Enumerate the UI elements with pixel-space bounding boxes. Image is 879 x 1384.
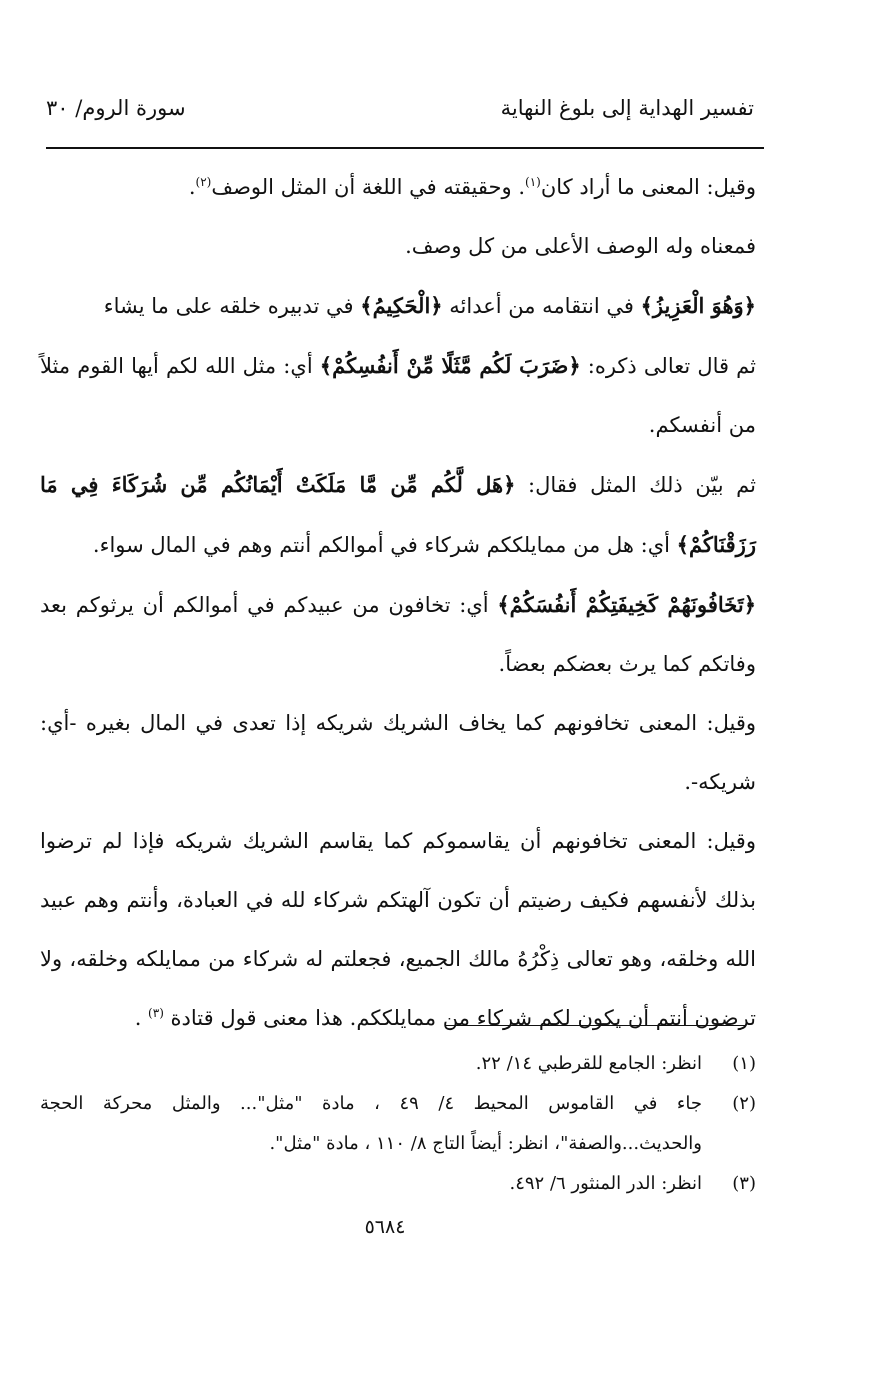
- footnote-separator: [446, 1025, 746, 1026]
- quran-verse: ﴿وَهُوَ الْعَزِيزُ﴾: [640, 293, 756, 318]
- footnote-text: جاء في القاموس المحيط ٤/ ٤٩ ، مادة "مثل"... والمثل محركة الحجة والحديث...والصفة"، انظر: أيضاً التاج ٨/ ١١٠ ، مادة "مثل".: [40, 1093, 702, 1154]
- footnote-reference: (٣): [148, 1006, 164, 1020]
- footnote-item: [40, 1164, 756, 1204]
- paragraph-text: أي: هل من ممايلككم شركاء في أموالكم أنتم وهم في المال سواء.: [92, 533, 677, 557]
- footnote-reference: (١): [525, 175, 541, 189]
- paragraph: [40, 276, 756, 336]
- quran-verse: ﴿ضَرَبَ لَكُم مَّثَلًا مِّنْ أَنفُسِكُمْ﴾: [319, 353, 581, 378]
- footnote-reference: (٢): [195, 175, 212, 189]
- paragraph-text: .: [134, 1006, 149, 1030]
- footnote-number: (٣): [732, 1173, 756, 1194]
- paragraph: [40, 455, 756, 575]
- footnote-number: (١): [732, 1053, 756, 1074]
- footnote-text: انظر: الجامع للقرطبي ١٤/ ٢٢.: [475, 1053, 702, 1074]
- paragraph: [40, 694, 756, 812]
- paragraph: [40, 812, 756, 1048]
- paragraph-text: أي: تخافون من عبيدكم في أموالكم أن يرثوكم بعد وفاتكم كما يرث بعضكم بعضاً.: [40, 593, 756, 676]
- main-text: [40, 158, 756, 1048]
- quran-verse: ﴿تَخَافُونَهُمْ كَخِيفَتِكُمْ أَنفُسَكُمْ﴾: [497, 592, 756, 617]
- book-title: تفسير الهداية إلى بلوغ النهاية: [500, 96, 754, 120]
- paragraph-text: في انتقامه من أعدائه: [442, 294, 641, 318]
- paragraph-text: وقيل: المعنى تخافونهم كما يخاف الشريك شريكه إذا تعدى في المال بغيره -أي: شريكه-.: [40, 711, 756, 794]
- paragraph: [40, 336, 756, 455]
- footnotes: [40, 1044, 756, 1204]
- paragraph-text: وقيل: المعنى تخافونهم أن يقاسموكم كما يقاسم الشريك شريكه فإذا لم ترضوا بذلك لأنفسهم فكيف رضيتم أن تكون آلهتكم شركاء لله في العبادة، وأنتم وهم عبيد الله وخلقه، وهو تعالى ذِكْرُهُ مالك الجميع، فجعلتم له شركاء من ممايلكه وخلقه، ولا ترضون أنتم أن يكون لكم شركاء من ممايلككم. هذا معنى قول قتادة: [40, 829, 756, 1030]
- paragraph-text: فمعناه وله الوصف الأعلى من كل وصف.: [405, 234, 756, 258]
- footnote-text: انظر: الدر المنثور ٦/ ٤٩٢.: [509, 1173, 702, 1194]
- footnote-number: (٢): [732, 1093, 756, 1114]
- paragraph-text: ثم قال تعالى ذكره:: [580, 354, 756, 378]
- paragraph-text: . وحقيقته في اللغة أن المثل الوصف: [211, 175, 525, 199]
- paragraph-text: ثم بيّن ذلك المثل فقال:: [515, 473, 756, 497]
- running-header: [46, 96, 754, 136]
- paragraph-text: .: [188, 175, 196, 199]
- surah-label: سورة الروم/ ٣٠: [46, 96, 186, 120]
- paragraph-text: أي: مثل الله لكم أيها القوم مثلاً من أنفسكم.: [40, 354, 756, 437]
- paragraph-text: وقيل: المعنى ما أراد كان: [540, 175, 756, 199]
- paragraph: [40, 217, 756, 276]
- paragraph-text: في تدبيره خلقه على ما يشاء: [103, 294, 361, 318]
- footnote-item: [40, 1044, 756, 1084]
- paragraph: [40, 158, 756, 217]
- quran-verse: ﴿الْحَكِيمُ﴾: [360, 293, 443, 318]
- header-rule: [46, 147, 764, 149]
- footnote-item: [40, 1084, 756, 1164]
- paragraph: [40, 575, 756, 694]
- page-number: ٥٦٨٤: [364, 1216, 406, 1238]
- quran-verse: ﴿هَل لَّكُم مِّن مَّا مَلَكَتْ أَيْمَانُكُم مِّن شُرَكَاءَ فِي مَا رَزَقْنَاكُمْ﴾: [40, 472, 756, 557]
